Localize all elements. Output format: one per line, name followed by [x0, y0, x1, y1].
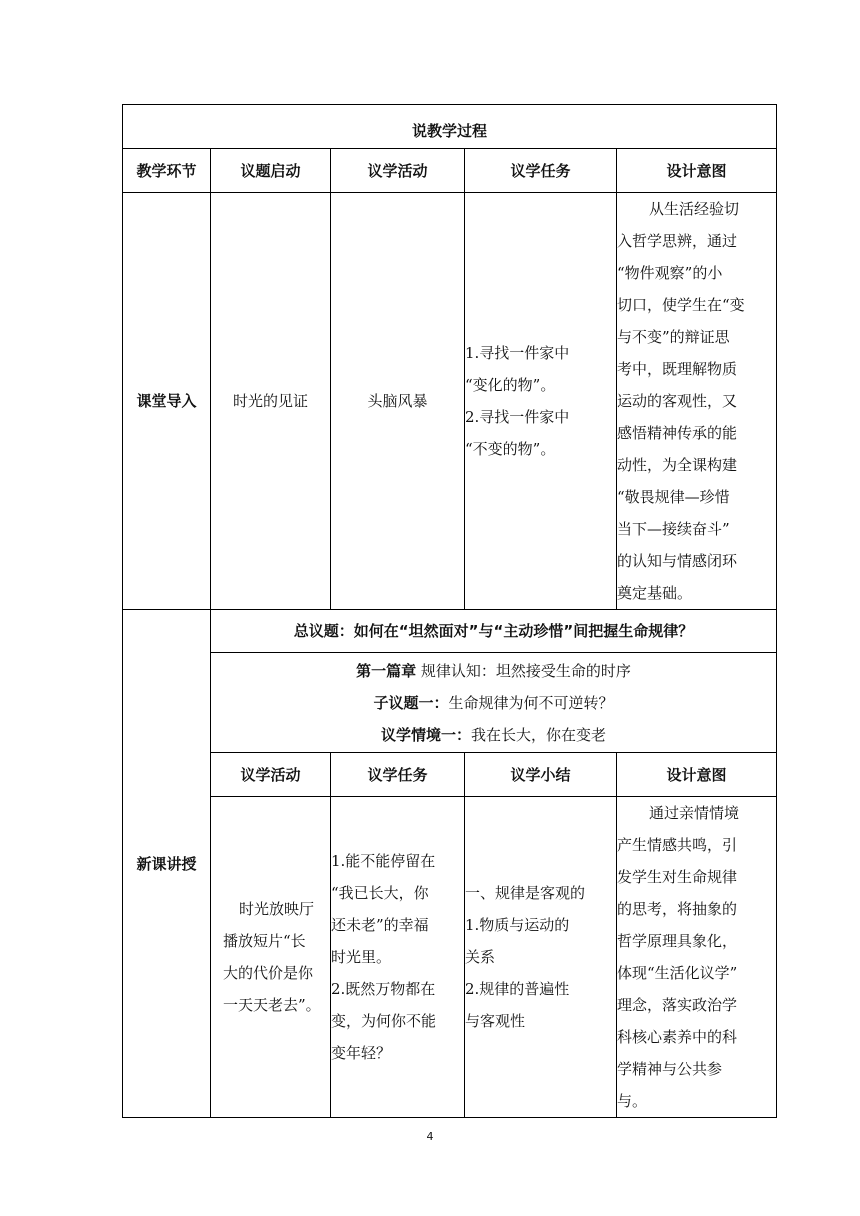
summary-line: 关系 [465, 948, 496, 966]
task-line: 1.寻找一件家中 [465, 344, 570, 362]
task-line: “我已长大，你 [331, 884, 429, 902]
intent-line: 与。 [617, 1092, 648, 1110]
overall-topic [211, 610, 777, 653]
topic-intro: 时光的见证 [211, 193, 331, 610]
teaching-process-table [122, 104, 777, 1118]
activity-new [211, 797, 331, 1118]
intent-line: “敬畏规律—珍惜 [617, 488, 730, 506]
intent-new [617, 797, 777, 1118]
task-line: 1.能不能停留在 [331, 852, 436, 870]
stage-intro: 课堂导入 [123, 193, 211, 610]
intent-line: 的思考，将抽象的 [617, 900, 738, 918]
intent-line: 科核心素养中的科 [617, 1028, 738, 1046]
task-line: 2.寻找一件家中 [465, 408, 570, 426]
task-intro [465, 193, 617, 610]
intent-line: 理念，落实政治学 [617, 996, 738, 1014]
intent-line: 运动的客观性，又 [617, 392, 738, 410]
activity-line: 大的代价是你 [223, 964, 314, 982]
summary-line: 与客观性 [465, 1012, 526, 1030]
sub-topic-text: 生命规律为何不可逆转？ [448, 693, 614, 712]
summary-new [465, 797, 617, 1118]
task-new [331, 797, 465, 1118]
intent-line: 学精神与公共参 [617, 1060, 723, 1078]
task-line: 还未老”的幸福 [331, 916, 429, 934]
overall-topic-text: 如何在“坦然面对”与“主动珍惜”间把握生命规律？ [353, 622, 694, 640]
intent-intro [617, 193, 777, 610]
header-activity: 议学活动 [331, 149, 465, 193]
intent-line: 发学生对生命规律 [617, 868, 738, 886]
intent-line: 从生活经验切 [649, 200, 740, 218]
task-line: 变年轻？ [331, 1044, 392, 1062]
sub-header-summary: 议学小结 [465, 753, 617, 797]
table-title: 说教学过程 [123, 105, 777, 149]
sub-topic-label: 子议题一： [373, 693, 449, 712]
summary-line: 一、规律是客观的 [465, 884, 586, 902]
activity-line: 时光放映厅 [239, 900, 315, 918]
activity-intro: 头脑风暴 [331, 193, 465, 610]
page-number: 4 [426, 1130, 434, 1143]
intent-line: 切口，使学生在“变 [617, 296, 745, 314]
intent-line: 哲学原理具象化， [617, 932, 738, 950]
activity-line: 一天天老去”。 [223, 996, 321, 1014]
summary-line: 2.规律的普遍性 [465, 980, 570, 998]
sub-header-task: 议学任务 [331, 753, 465, 797]
header-stage: 教学环节 [123, 149, 211, 193]
task-line: 变，为何你不能 [331, 1012, 437, 1030]
chapter-text: 规律认知：坦然接受生命的时序 [416, 661, 631, 680]
header-intent: 设计意图 [617, 149, 777, 193]
summary-line: 1.物质与运动的 [465, 916, 570, 934]
header-task: 议学任务 [465, 149, 617, 193]
header-topic: 议题启动 [211, 149, 331, 193]
task-line: “不变的物”。 [465, 440, 556, 458]
scene-label: 议学情境一： [380, 725, 471, 744]
intent-line: 与不变”的辩证思 [617, 328, 730, 346]
chapter-block [211, 653, 777, 753]
intent-line: 产生情感共鸣，引 [617, 836, 738, 854]
intent-line: 奠定基础。 [617, 584, 693, 602]
intent-line: 当下—接续奋斗” [617, 520, 730, 538]
scene-text: 我在长大，你在变老 [471, 725, 607, 744]
task-line: 2.既然万物都在 [331, 980, 436, 998]
activity-line: 播放短片“长 [223, 932, 306, 950]
intent-line: 考中，既理解物质 [617, 360, 738, 378]
task-line: 时光里。 [331, 948, 392, 966]
sub-header-activity: 议学活动 [211, 753, 331, 797]
stage-new-lesson: 新课讲授 [123, 610, 211, 1118]
overall-topic-label: 总议题： [293, 622, 354, 640]
chapter-label: 第一篇章 [356, 661, 417, 680]
intent-line: 动性，为全课构建 [617, 456, 738, 474]
intent-line: “物件观察”的小 [617, 264, 723, 282]
task-line: “变化的物”。 [465, 376, 556, 394]
intent-line: 感悟精神传承的能 [617, 424, 738, 442]
intent-line: 体现“生活化议学” [617, 964, 738, 982]
intent-line: 入哲学思辨，通过 [617, 232, 738, 250]
intent-line: 的认知与情感闭环 [617, 552, 738, 570]
intent-line: 通过亲情情境 [649, 804, 740, 822]
sub-header-intent: 设计意图 [617, 753, 777, 797]
